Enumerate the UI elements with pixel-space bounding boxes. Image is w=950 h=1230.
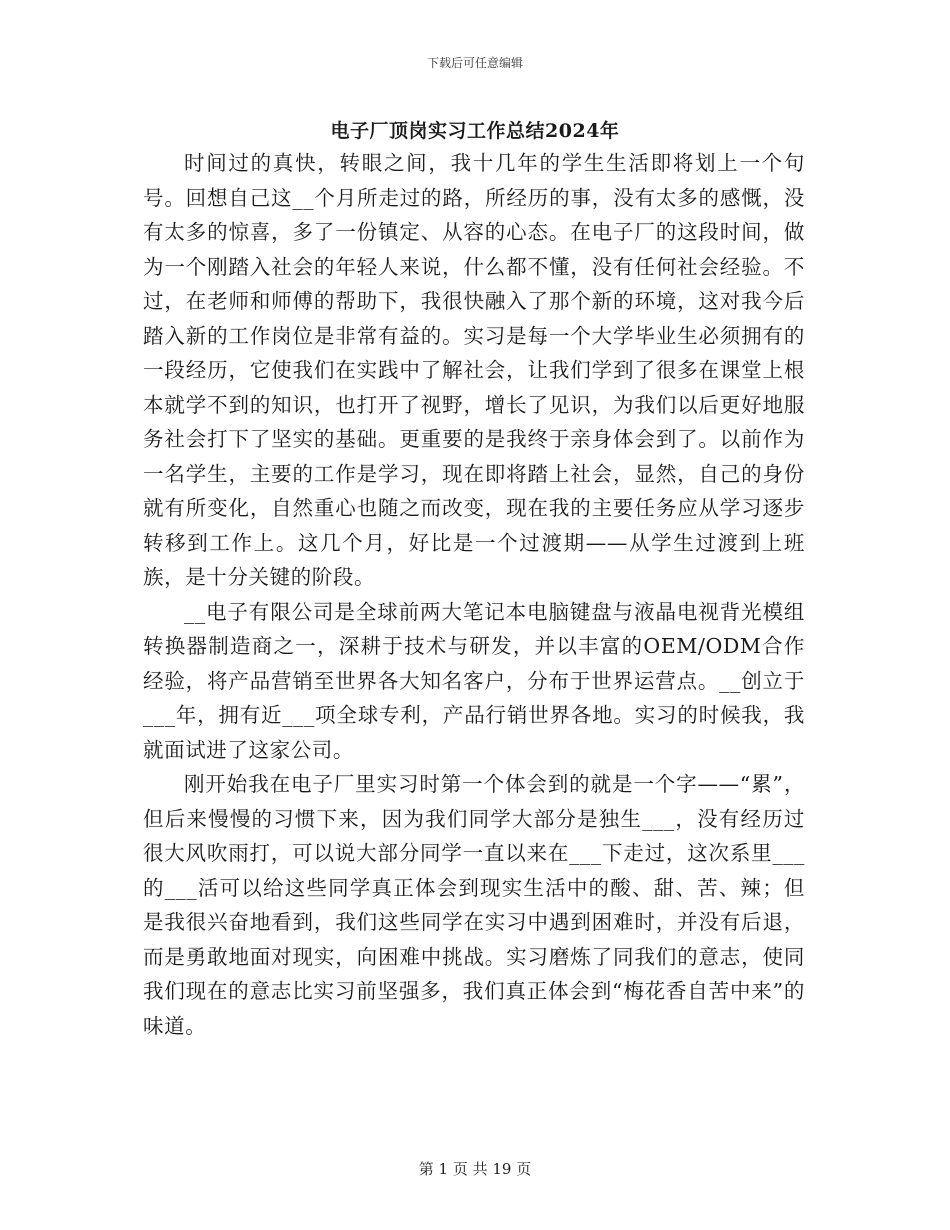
paragraph-1: 时间过的真快，转眼之间，我十几年的学生生活即将划上一个句号。回想自己这__个月所走过的路，所经历的事，没有太多的感慨，没有太多的惊喜，多了一份镇定、从容的心态。在电子厂的这段时间，做为一个刚踏入社会的年轻人来说，什么都不懂，没有任何社会经验。不过，在老师和师傅的帮助下，我很快融入了那个新的环境，这对我今后踏入新的工作岗位是非常有益的。实习是每一个大学毕业生必须拥有的一段经历，它使我们在实践中了解社会，让我们学到了很多在课堂上根本就学不到的知识，也打开了视野，增长了见识，为我们以后更好地服务社会打下了坚实的基础。更重要的是我终于亲身体会到了。以前作为一名学生，主要的工作是学习，现在即将踏上社会，显然，自己的身份就有所变化，自然重心也随之而改变，现在我的主要任务应从学习逐步转移到工作上。这几个月，好比是一个过渡期——从学生过渡到上班族，是十分关键的阶段。	[143, 151, 805, 589]
page-header-note: 下载后可任意编辑	[426, 56, 523, 70]
paragraph-2: __电子有限公司是全球前两大笔记本电脑键盘与液晶电视背光模组转换器制造商之一，深耕于技术与研发，并以丰富的OEM/ODM合作经验，将产品营销至世界各大知名客户，分布于世界运营点。__创立于___年，拥有近___项全球专利，产品行销世界各地。实习的时候我，我就面试进了这家公司。	[143, 599, 805, 762]
document-body	[143, 146, 805, 1043]
paragraph-3: 刚开始我在电子厂里实习时第一个体会到的就是一个字——“累”，但后来慢慢的习惯下来，因为我们同学大部分是独生___，没有经历过很大风吹雨打，可以说大部分同学一直以来在___下走过，这次系里___的___活可以给这些同学真正体会到现实生活中的酸、甜、苦、辣；但是我很兴奋地看到，我们这些同学在实习中遇到困难时，并没有后退，而是勇敢地面对现实，向困难中挑战。实习磨炼了同我们的意志，使同我们现在的意志比实习前坚强多，我们真正体会到“梅花香自苦中来”的味道。	[143, 772, 805, 1038]
page-number-footer: 第 1 页 共 19 页	[418, 1160, 532, 1178]
document-title: 电子厂顶岗实习工作总结2024年	[330, 120, 620, 142]
